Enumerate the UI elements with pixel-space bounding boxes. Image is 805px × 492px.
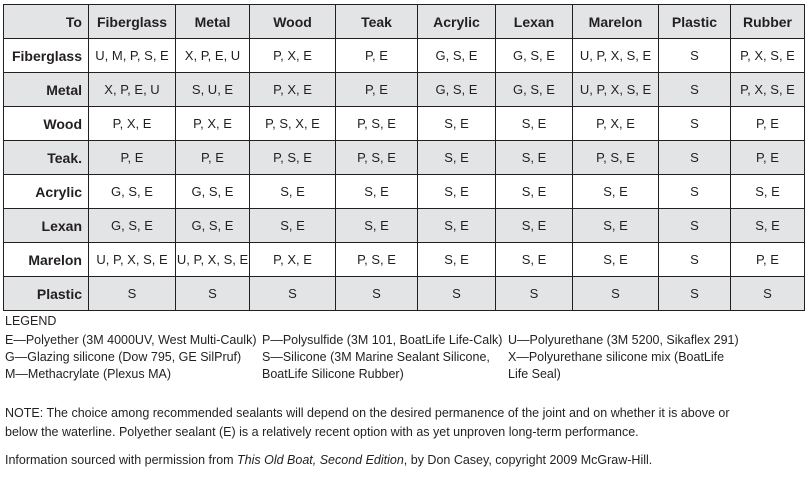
table-cell: S — [89, 277, 176, 311]
table-cell: S — [659, 107, 731, 141]
table-cell: P, X, S, E — [731, 39, 805, 73]
column-header: Marelon — [573, 5, 659, 39]
table-row — [4, 277, 805, 311]
table-cell: P, S, E — [336, 243, 418, 277]
table-cell: P, E — [336, 39, 418, 73]
legend-item: Life Seal) — [508, 367, 561, 381]
legend-item: M—Methacrylate (Plexus MA) — [5, 367, 172, 381]
note-text: NOTE: The choice among recommended sealants will depend on the desired permanence of the joint and on whether it is above or below the waterline. Polyether sealant (E) is a relatively recent option with as yet unproven long-term performance. — [5, 406, 730, 439]
table-cell: G, S, E — [418, 73, 496, 107]
table-cell: S, E — [336, 209, 418, 243]
table-row — [4, 141, 805, 175]
table-cell: S — [573, 277, 659, 311]
table-row — [4, 39, 805, 73]
legend-item: U—Polyurethane (3M 5200, Sikaflex 291) — [508, 333, 739, 347]
source-book-title: This Old Boat, Second Edition — [237, 453, 404, 467]
table-cell: P, E — [731, 243, 805, 277]
table-cell: S, E — [573, 243, 659, 277]
table-row — [4, 107, 805, 141]
column-header: Plastic — [659, 5, 731, 39]
table-cell: S, E — [496, 209, 573, 243]
table-cell: P, S, X, E — [250, 107, 336, 141]
legend-item: E—Polyether (3M 4000UV, West Multi-Caulk) — [5, 333, 257, 347]
table-cell: S, E — [418, 209, 496, 243]
table-cell: P, E — [89, 141, 176, 175]
table-cell: P, E — [731, 141, 805, 175]
table-cell: X, P, E, U — [89, 73, 176, 107]
table-cell: P, E — [176, 141, 250, 175]
table-cell: S, E — [496, 107, 573, 141]
table-cell: G, S, E — [176, 175, 250, 209]
table-cell: P, X, E — [250, 73, 336, 107]
table-cell: S, E — [418, 107, 496, 141]
table-row — [4, 209, 805, 243]
table-cell: U, P, X, S, E — [573, 39, 659, 73]
table-cell: S — [496, 277, 573, 311]
table-cell: S — [659, 277, 731, 311]
row-header: Lexan — [4, 209, 89, 243]
table-cell: S — [659, 209, 731, 243]
column-header: Lexan — [496, 5, 573, 39]
table-cell: G, S, E — [418, 39, 496, 73]
table-row — [4, 243, 805, 277]
column-header: Metal — [176, 5, 250, 39]
table-cell: P, X, E — [89, 107, 176, 141]
table-cell: S, E — [496, 141, 573, 175]
table-cell: P, X, E — [250, 39, 336, 73]
table-cell: P, S, E — [336, 141, 418, 175]
table-cell: S, E — [250, 175, 336, 209]
table-cell: X, P, E, U — [176, 39, 250, 73]
table-cell: G, S, E — [176, 209, 250, 243]
column-header: Acrylic — [418, 5, 496, 39]
table-cell: S, E — [731, 175, 805, 209]
source-citation — [5, 453, 652, 467]
row-header: Fiberglass — [4, 39, 89, 73]
table-cell: U, P, X, S, E — [89, 243, 176, 277]
table-cell: S, E — [418, 141, 496, 175]
table-cell: U, P, X, S, E — [573, 73, 659, 107]
header-row — [4, 5, 805, 39]
table-cell: G, S, E — [89, 175, 176, 209]
row-header: Plastic — [4, 277, 89, 311]
table-cell: U, M, P, S, E — [89, 39, 176, 73]
table-cell: S, E — [496, 175, 573, 209]
table-cell: G, S, E — [496, 39, 573, 73]
table-cell: S — [176, 277, 250, 311]
table-cell: S, E — [496, 243, 573, 277]
table-cell: U, P, X, S, E — [176, 243, 250, 277]
corner-header: To — [4, 5, 89, 39]
table-cell: P, S, E — [250, 141, 336, 175]
source-prefix: Information sourced with permission from — [5, 453, 238, 467]
table-cell: P, E — [731, 107, 805, 141]
row-header: Acrylic — [4, 175, 89, 209]
source-suffix: , by Don Casey, copyright 2009 McGraw-Hill. — [403, 453, 653, 467]
table-cell: P, X, E — [250, 243, 336, 277]
table-cell: P, S, E — [573, 141, 659, 175]
table-cell: S, E — [731, 209, 805, 243]
table-cell: G, S, E — [89, 209, 176, 243]
table-cell: P, E — [336, 73, 418, 107]
table-cell: S — [659, 141, 731, 175]
table-cell: S, E — [418, 243, 496, 277]
table-cell: S, E — [573, 209, 659, 243]
table-cell: S, E — [573, 175, 659, 209]
table-cell: P, S, E — [336, 107, 418, 141]
row-header: Marelon — [4, 243, 89, 277]
legend-item: G—Glazing silicone (Dow 795, GE SilPruf) — [5, 350, 242, 364]
sealant-compatibility-table — [3, 4, 805, 311]
table-row — [4, 73, 805, 107]
table-cell: S — [250, 277, 336, 311]
table-cell: S — [336, 277, 418, 311]
table-cell: P, X, S, E — [731, 73, 805, 107]
row-header: Wood — [4, 107, 89, 141]
table-cell: S, E — [250, 209, 336, 243]
legend-column-3 — [508, 332, 739, 383]
column-header: Fiberglass — [89, 5, 176, 39]
column-header: Rubber — [731, 5, 805, 39]
column-header: Teak — [336, 5, 418, 39]
legend-column-2 — [262, 332, 502, 383]
table-cell: S — [659, 73, 731, 107]
table-cell: S — [659, 175, 731, 209]
legend-item: X—Polyurethane silicone mix (BoatLife — [508, 350, 725, 364]
table-cell: G, S, E — [496, 73, 573, 107]
column-header: Wood — [250, 5, 336, 39]
table-cell: S — [731, 277, 805, 311]
legend-column-1 — [5, 332, 256, 383]
table-row — [4, 175, 805, 209]
table-cell: P, X, E — [573, 107, 659, 141]
table-cell: S — [659, 39, 731, 73]
legend-item: P—Polysulfide (3M 101, BoatLife Life-Calk) — [262, 333, 503, 347]
table-cell: S, U, E — [176, 73, 250, 107]
table-cell: P, X, E — [176, 107, 250, 141]
table-cell: S, E — [418, 175, 496, 209]
row-header: Metal — [4, 73, 89, 107]
table-cell: S, E — [336, 175, 418, 209]
legend-title: LEGEND — [5, 314, 57, 328]
table-cell: S — [418, 277, 496, 311]
legend-item: BoatLife Silicone Rubber) — [262, 367, 404, 381]
row-header: Teak. — [4, 141, 89, 175]
table-cell: S — [659, 243, 731, 277]
legend-item: S—Silicone (3M Marine Sealant Silicone, — [262, 350, 490, 364]
